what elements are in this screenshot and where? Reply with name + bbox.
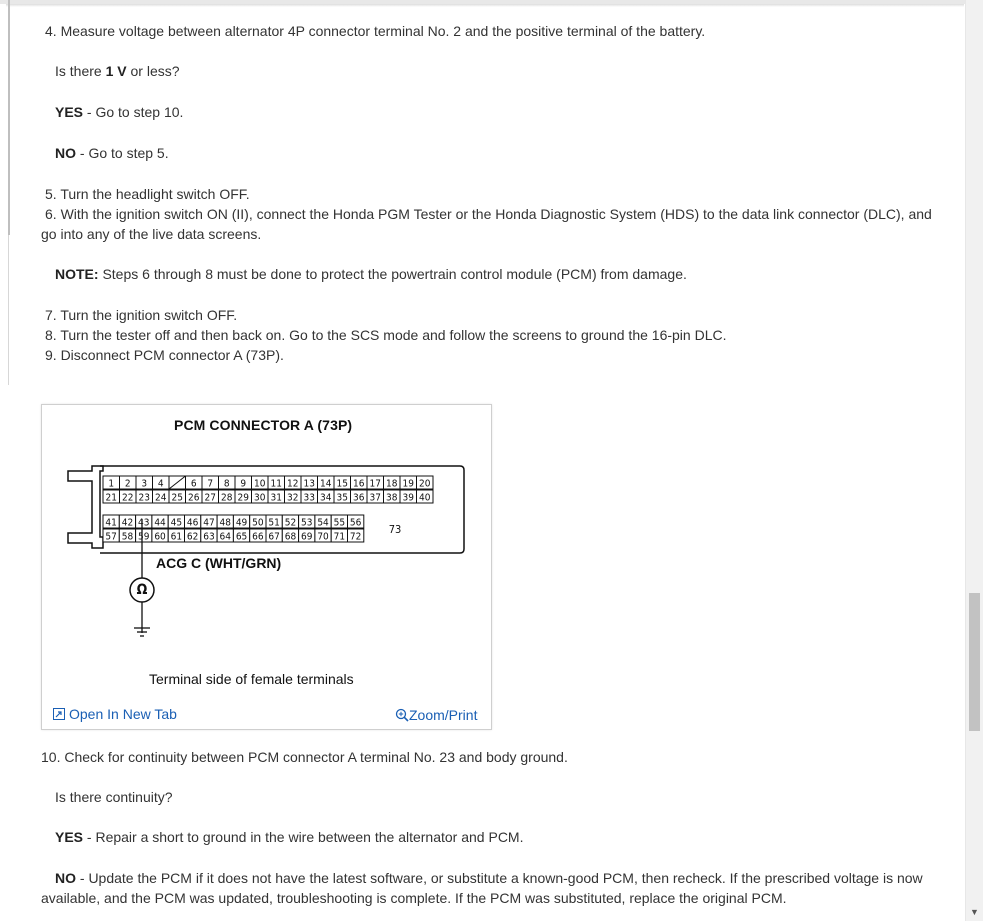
zoom-print-label: Zoom/Print <box>409 707 478 723</box>
terminal-number: 46 <box>186 517 199 529</box>
terminal-number: 69 <box>301 531 313 543</box>
no-step-10-line-2: available, and the PCM was updated, troubleshooting is complete. If the PCM was substituted, replace the original PCM. <box>41 890 787 906</box>
terminal-number: 70 <box>317 531 329 543</box>
terminal-number: 23 <box>138 492 150 504</box>
terminal-number: 33 <box>303 492 315 504</box>
terminal-number: 40 <box>419 492 431 504</box>
step-6-line-2: go into any of the live data screens. <box>41 226 262 242</box>
note-text: Steps 6 through 8 must be done to protect the powertrain control module (PCM) from damage. <box>98 266 687 282</box>
terminal-number: 22 <box>122 492 134 504</box>
terminal-number: 12 <box>287 478 299 490</box>
terminal-number: 9 <box>240 478 247 490</box>
terminal-number: 11 <box>270 478 282 490</box>
step-8: 8. Turn the tester off and then back on. Go to the SCS mode and follow the screens to ground the 16-pin DLC. <box>45 327 727 343</box>
terminal-number: 36 <box>353 492 365 504</box>
terminal-number: 52 <box>284 517 297 529</box>
terminal-number: 53 <box>301 517 313 529</box>
terminal-number: 39 <box>402 492 414 504</box>
no-step-4 <box>55 143 169 163</box>
terminal-number: 65 <box>235 531 248 543</box>
terminal-number: 19 <box>402 478 414 490</box>
terminal-number: 43 <box>138 517 150 529</box>
yes-label: YES <box>55 104 84 120</box>
terminal-number: 41 <box>105 517 117 529</box>
question-step-4 <box>55 61 180 81</box>
no-step-10-line-1 <box>55 868 923 888</box>
ohm-symbol: Ω <box>136 582 148 598</box>
terminal-number: 26 <box>188 492 200 504</box>
question-step-10: Is there continuity? <box>55 789 173 805</box>
terminal-number: 60 <box>154 531 166 543</box>
yes-text: - Go to step 10. <box>83 104 184 120</box>
no-label: NO <box>55 870 76 886</box>
magnifier-plus-icon <box>395 708 409 722</box>
terminal-number: 34 <box>320 492 332 504</box>
terminal-number: 67 <box>268 531 280 543</box>
terminal-number: 18 <box>386 478 398 490</box>
figure-caption: Terminal side of female terminals <box>149 671 354 687</box>
top-bar-shadow <box>6 4 964 7</box>
yes-step-4 <box>55 102 183 122</box>
terminal-number: 56 <box>349 517 362 529</box>
step-10: 10. Check for continuity between PCM connector A terminal No. 23 and body ground. <box>41 749 568 765</box>
left-rule <box>8 0 10 235</box>
terminal-number: 50 <box>252 517 264 529</box>
left-rule-lower <box>8 235 9 385</box>
terminal-number: 14 <box>320 478 332 490</box>
note-label: NOTE: <box>55 266 99 282</box>
terminal-number: 28 <box>221 492 233 504</box>
terminal-number: 54 <box>317 517 329 529</box>
open-new-tab-link[interactable] <box>53 706 177 722</box>
terminal-number: 10 <box>254 478 266 490</box>
no-text: - Update the PCM if it does not have the latest software, or substitute a known-good PCM, then recheck. If the prescribed voltage is now <box>76 870 923 886</box>
open-external-icon <box>53 708 65 720</box>
terminal-number: 72 <box>349 531 362 543</box>
terminal-number: 25 <box>171 492 183 504</box>
zoom-print-link[interactable] <box>395 706 477 723</box>
terminal-number: 58 <box>121 531 134 543</box>
scrollbar-thumb[interactable] <box>969 593 980 731</box>
terminal-number: 44 <box>154 517 166 529</box>
terminal-number: 48 <box>219 517 231 529</box>
terminal-number: 71 <box>333 531 346 543</box>
terminal-number: 66 <box>252 531 264 543</box>
terminal-number: 57 <box>105 531 117 543</box>
terminal-number: 29 <box>237 492 249 504</box>
terminal-number: 55 <box>333 517 346 529</box>
terminal-number: 17 <box>369 478 381 490</box>
terminal-number: 2 <box>124 478 131 490</box>
terminal-number: 21 <box>105 492 117 504</box>
terminal-number: 42 <box>121 517 134 529</box>
vertical-scrollbar[interactable] <box>965 0 983 921</box>
terminal-number: 31 <box>270 492 282 504</box>
voltage-value: 1 V <box>105 63 127 79</box>
terminal-number: 38 <box>386 492 398 504</box>
terminal-number: 27 <box>204 492 216 504</box>
figure-title: PCM CONNECTOR A (73P) <box>174 417 353 433</box>
terminal-number: 1 <box>108 478 115 490</box>
terminal-number: 8 <box>223 478 230 490</box>
terminal-number: 49 <box>235 517 248 529</box>
terminal-number: 6 <box>190 478 197 490</box>
question-prefix: Is there <box>55 63 106 79</box>
question-suffix: or less? <box>126 63 180 79</box>
no-text: - Go to step 5. <box>76 145 169 161</box>
terminal-number: 13 <box>303 478 315 490</box>
connector-housing <box>68 466 103 548</box>
terminal-number: 62 <box>186 531 199 543</box>
terminal-number: 37 <box>369 492 381 504</box>
yes-label: YES <box>55 829 84 845</box>
note <box>55 264 687 284</box>
terminal-number: 4 <box>157 478 164 490</box>
terminal-number: 20 <box>419 478 431 490</box>
connector-figure <box>41 404 492 730</box>
open-new-tab-label: Open In New Tab <box>69 706 177 722</box>
no-label: NO <box>55 145 76 161</box>
step-7: 7. Turn the ignition switch OFF. <box>45 307 238 323</box>
terminal-number: 68 <box>284 531 297 543</box>
terminal-number: 61 <box>170 531 183 543</box>
terminal-number: 3 <box>141 478 148 490</box>
terminal-number: 63 <box>203 531 215 543</box>
step-4: 4. Measure voltage between alternator 4P connector terminal No. 2 and the positive terminal of the battery. <box>45 23 706 39</box>
terminal-number: 51 <box>268 517 280 529</box>
yes-step-10 <box>55 827 523 847</box>
step-5: 5. Turn the headlight switch OFF. <box>45 186 250 202</box>
terminal-number: 32 <box>287 492 299 504</box>
terminal-73-label: 73 <box>388 523 402 536</box>
yes-text: - Repair a short to ground in the wire between the alternator and PCM. <box>83 829 524 845</box>
terminal-number: 24 <box>155 492 167 504</box>
wire-label: ACG C (WHT/GRN) <box>156 555 282 571</box>
terminal-number: 47 <box>203 517 215 529</box>
terminal-number: 59 <box>138 531 150 543</box>
step-9: 9. Disconnect PCM connector A (73P). <box>45 347 284 363</box>
terminal-number: 45 <box>170 517 183 529</box>
terminal-number: 16 <box>353 478 365 490</box>
terminal-number: 15 <box>336 478 348 490</box>
terminal-grid <box>103 476 433 543</box>
step-6-line-1: 6. With the ignition switch ON (II), connect the Honda PGM Tester or the Honda Diagnostic System (HDS) to the data link connector (DLC), and <box>45 206 932 222</box>
terminal-number: 30 <box>254 492 266 504</box>
scroll-down-arrow-icon[interactable]: ▼ <box>970 907 979 917</box>
terminal-number: 64 <box>219 531 231 543</box>
terminal-number: 35 <box>336 492 348 504</box>
terminal-number: 7 <box>207 478 214 490</box>
